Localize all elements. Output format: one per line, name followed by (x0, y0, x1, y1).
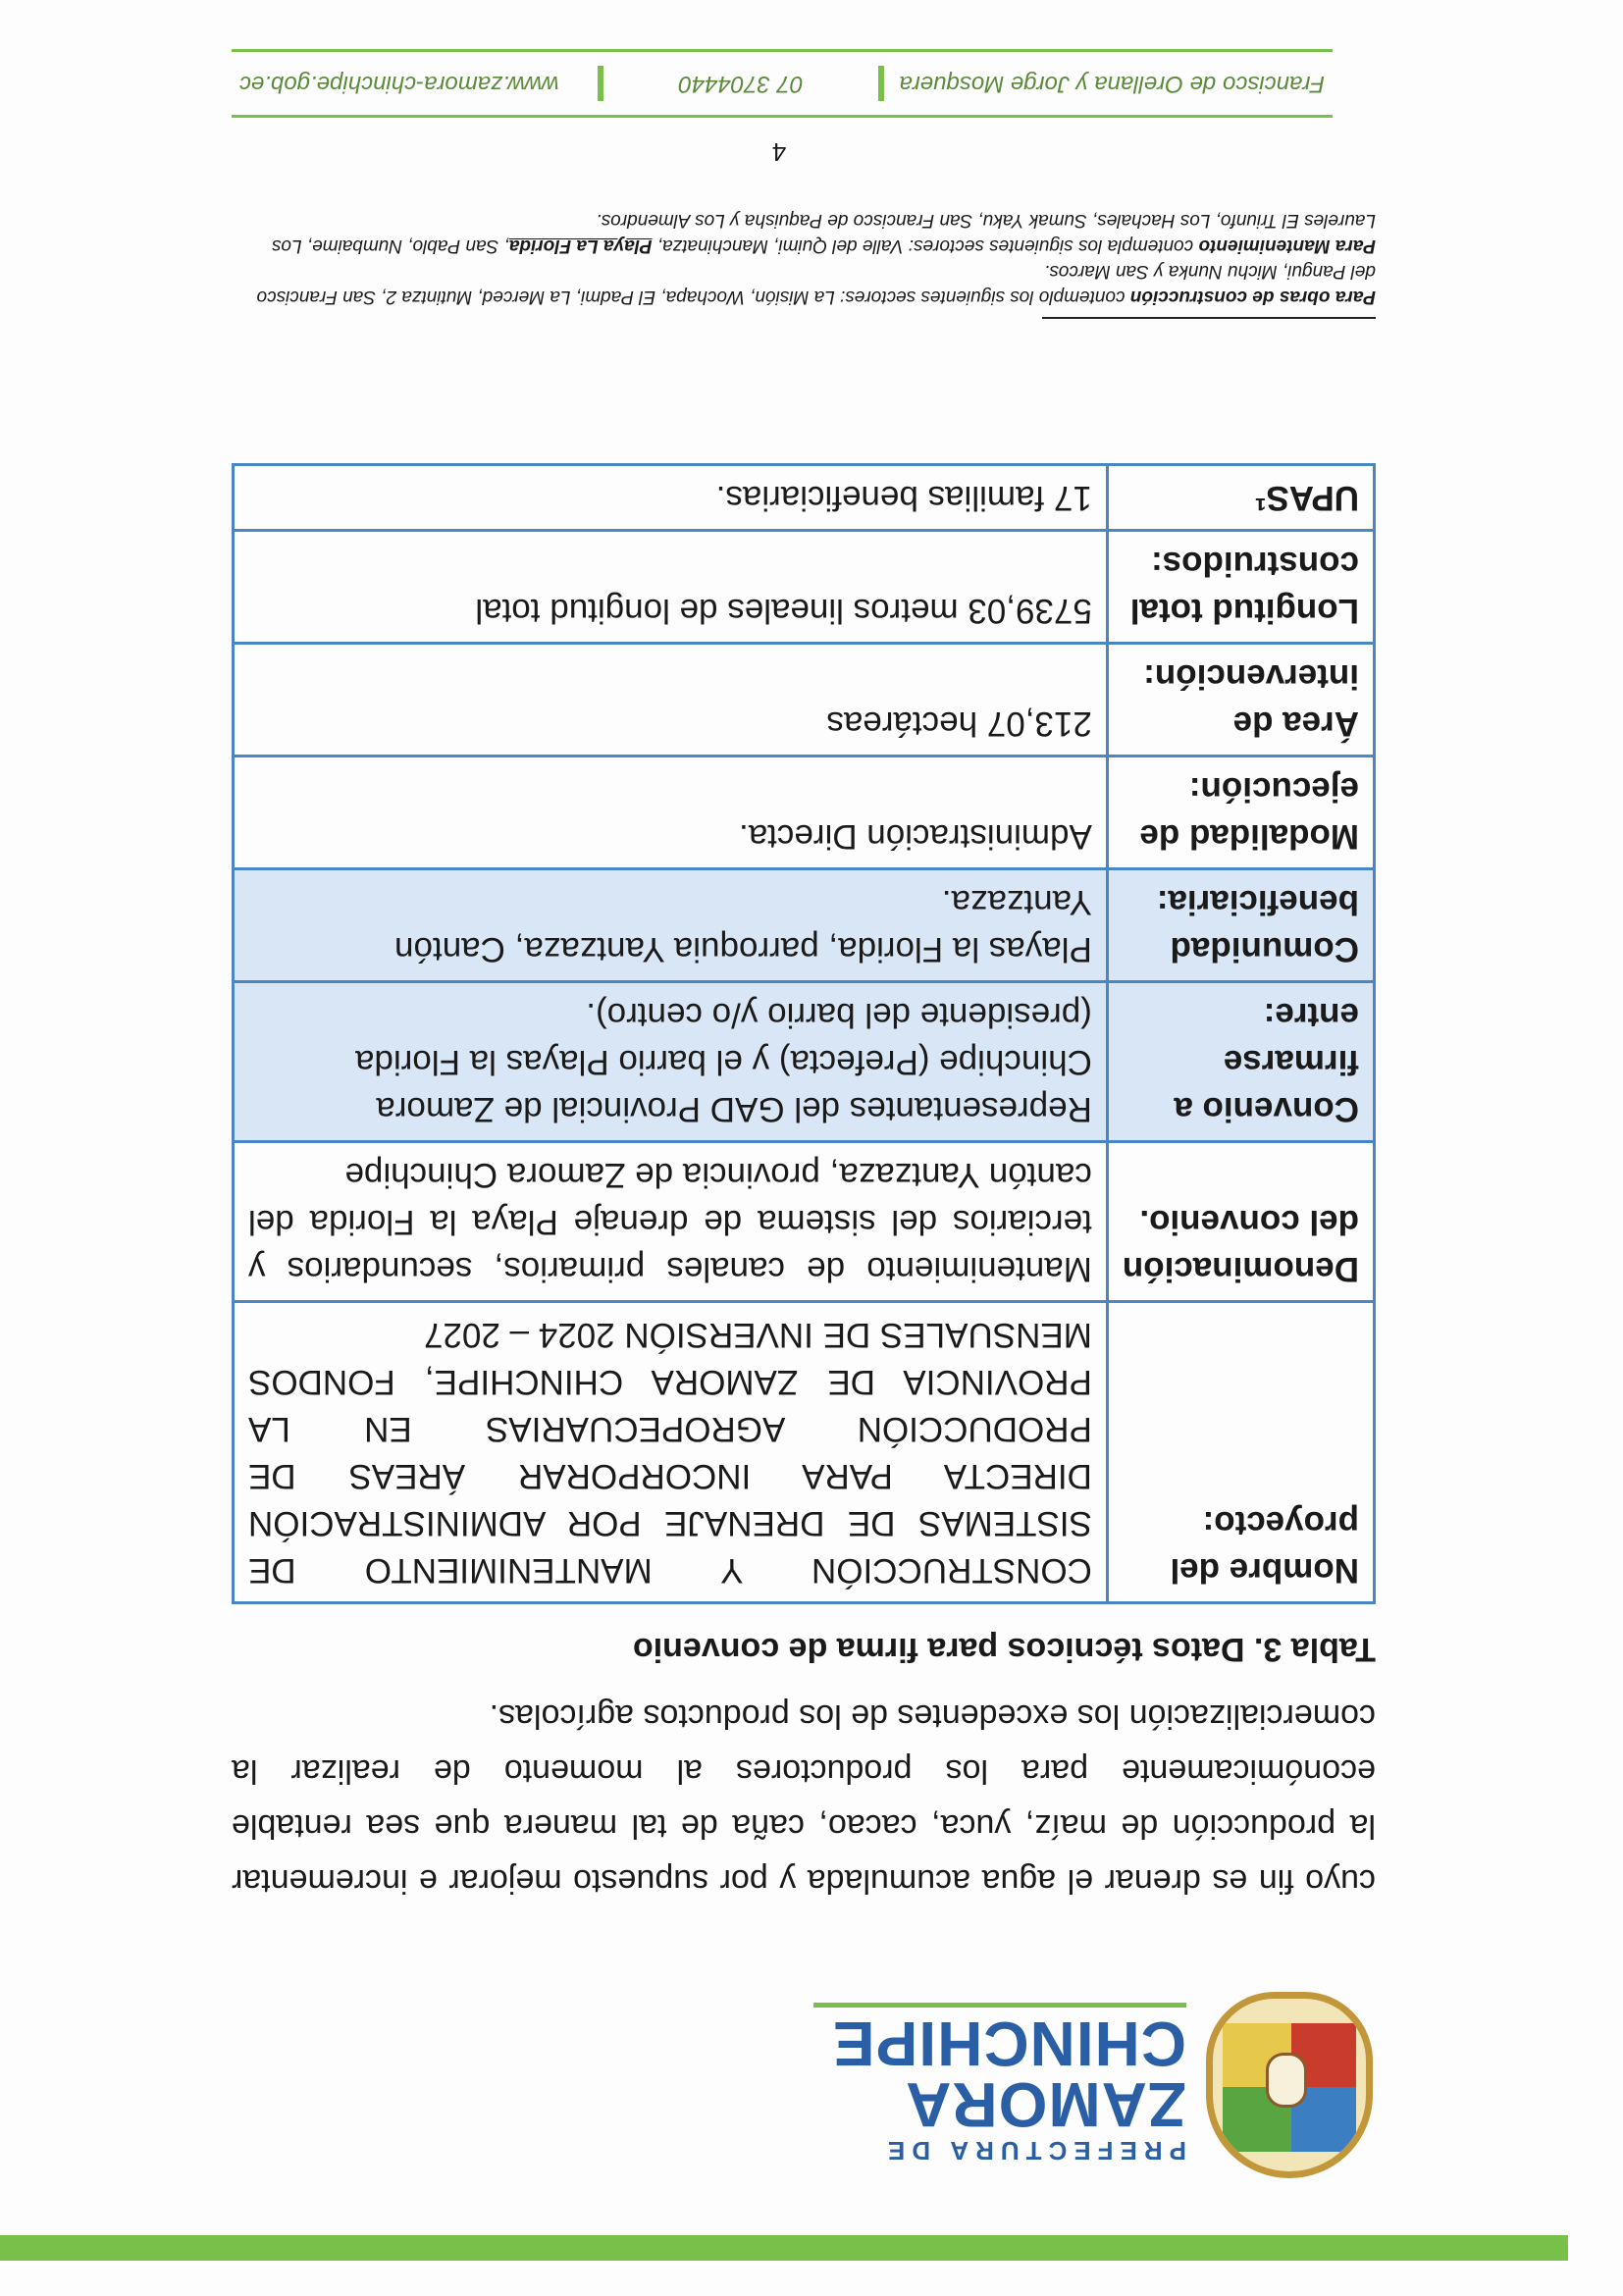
table-row (234, 1302, 1375, 1603)
row-value: 5739,03 metros lineales de longitud total (234, 531, 1108, 644)
footer-separator (598, 66, 603, 101)
page-number: 4 (771, 137, 787, 167)
footer-phone: 07 3704440 (678, 71, 804, 97)
brand-small: PREFECTURA DE (880, 2136, 1186, 2166)
table-row (234, 644, 1375, 757)
top-green-band (0, 2235, 1568, 2261)
table-row (234, 465, 1375, 531)
row-label: Modalidad de ejecución: (1107, 757, 1374, 869)
row-value: Administración Directa. (234, 757, 1108, 869)
prefectura-logo (823, 1997, 1373, 2193)
footnote-highlight: Playa La Florida (508, 235, 653, 256)
row-value: Playas la Florida, parroquia Yantzaza, Cantón Yantzaza. (234, 869, 1108, 982)
brand-text (823, 2003, 1186, 2166)
row-label: UPAS¹ (1107, 465, 1374, 531)
row-label: Comunidad beneficiaria: (1107, 869, 1374, 982)
row-value: Representantes del GAD Provincial de Zamora Chinchipe (Prefecta) y el barrio Playas la Florida (presidente del barrio y/o centro). (234, 982, 1108, 1142)
table-row (234, 982, 1375, 1142)
row-label: Denominación del convenio. (1107, 1142, 1374, 1302)
row-label: Área de intervención: (1107, 644, 1374, 757)
brand-line2: CHINCHIPE (831, 2009, 1186, 2079)
row-label: Nombre del proyecto: (1107, 1302, 1374, 1603)
row-label: Longitud total construidos: (1107, 531, 1374, 644)
footnote-mantenimiento-text-b: , San Pablo, Numbaime, Los Laureles El Triunfo, Los Hachales, Sumak Yaku, San Francisco de Paquisha y Los Almendros. (271, 210, 1376, 256)
brand-rule (813, 2003, 1186, 2008)
row-value: 17 familias beneficiarias. (234, 465, 1108, 531)
table-caption: Tabla 3. Datos técnicos para firma de convenio (632, 1631, 1376, 1668)
row-label: Convenio a firmarse entre: (1107, 982, 1374, 1142)
table-row (234, 869, 1375, 982)
footer-address: Francisco de Orellana y Jorge Mosquera (899, 71, 1325, 97)
footer-separator (878, 66, 884, 101)
footnote (232, 207, 1376, 309)
footnote-mantenimiento-label: Para Mantenimiento (1198, 235, 1376, 256)
page-footer (232, 49, 1333, 118)
row-value: 213,07 hectáreas (234, 644, 1108, 757)
table-row (234, 531, 1375, 644)
row-value: Mantenimiento de canales primarios, secundarios y terciarios del sistema de drenaje Playa la Florida del cantón Yantzaza, provincia de Zamora Chinchipe (234, 1142, 1108, 1302)
coat-of-arms-icon (1206, 1992, 1373, 2178)
table-row (234, 1142, 1375, 1302)
footer-website: www.zamora-chinchipe.gob.ec (238, 71, 559, 97)
table-row (234, 757, 1375, 869)
footnote-mantenimiento-text-a: contempla los siguientes sectores: Valle del Quimi, Manchinatza, (652, 235, 1199, 256)
technical-data-table (232, 463, 1376, 1604)
body-paragraph: cuyo fin es drenar el agua acumulada y por supuesto mejorar e incrementar la producción de maíz, yuca, cacao, caña de tal manera que sea rentable económicamente para los productores al momento de realizar la comercialización los excedentes de los productos agrícolas. (232, 1697, 1376, 1900)
brand-line1: ZAMORA (905, 2069, 1186, 2140)
footnote-construccion-text: contemplo los siguientes sectores: La Misión, Wochapa, El Padmi, La Merced, Mutintza 2, San Francisco del Pangui, Michu Nunka y San Marcos. (256, 261, 1376, 307)
row-value: CONSTRUCCIÓN Y MANTENIMIENTO DE SISTEMAS DE DRENAJE POR ADMINISTRACIÓN DIRECTA PARA INCORPORAR ÁREAS DE PRODUCCIÓN AGROPECUARIAS EN LA PROVINCIA DE ZAMORA CHINCHIPE, FONDOS MENSUALES DE INVERSIÓN 2024 – 2027 (234, 1302, 1108, 1603)
footnote-construccion-label: Para obras de construcción (1129, 287, 1376, 307)
footnote-rule (1042, 317, 1376, 319)
